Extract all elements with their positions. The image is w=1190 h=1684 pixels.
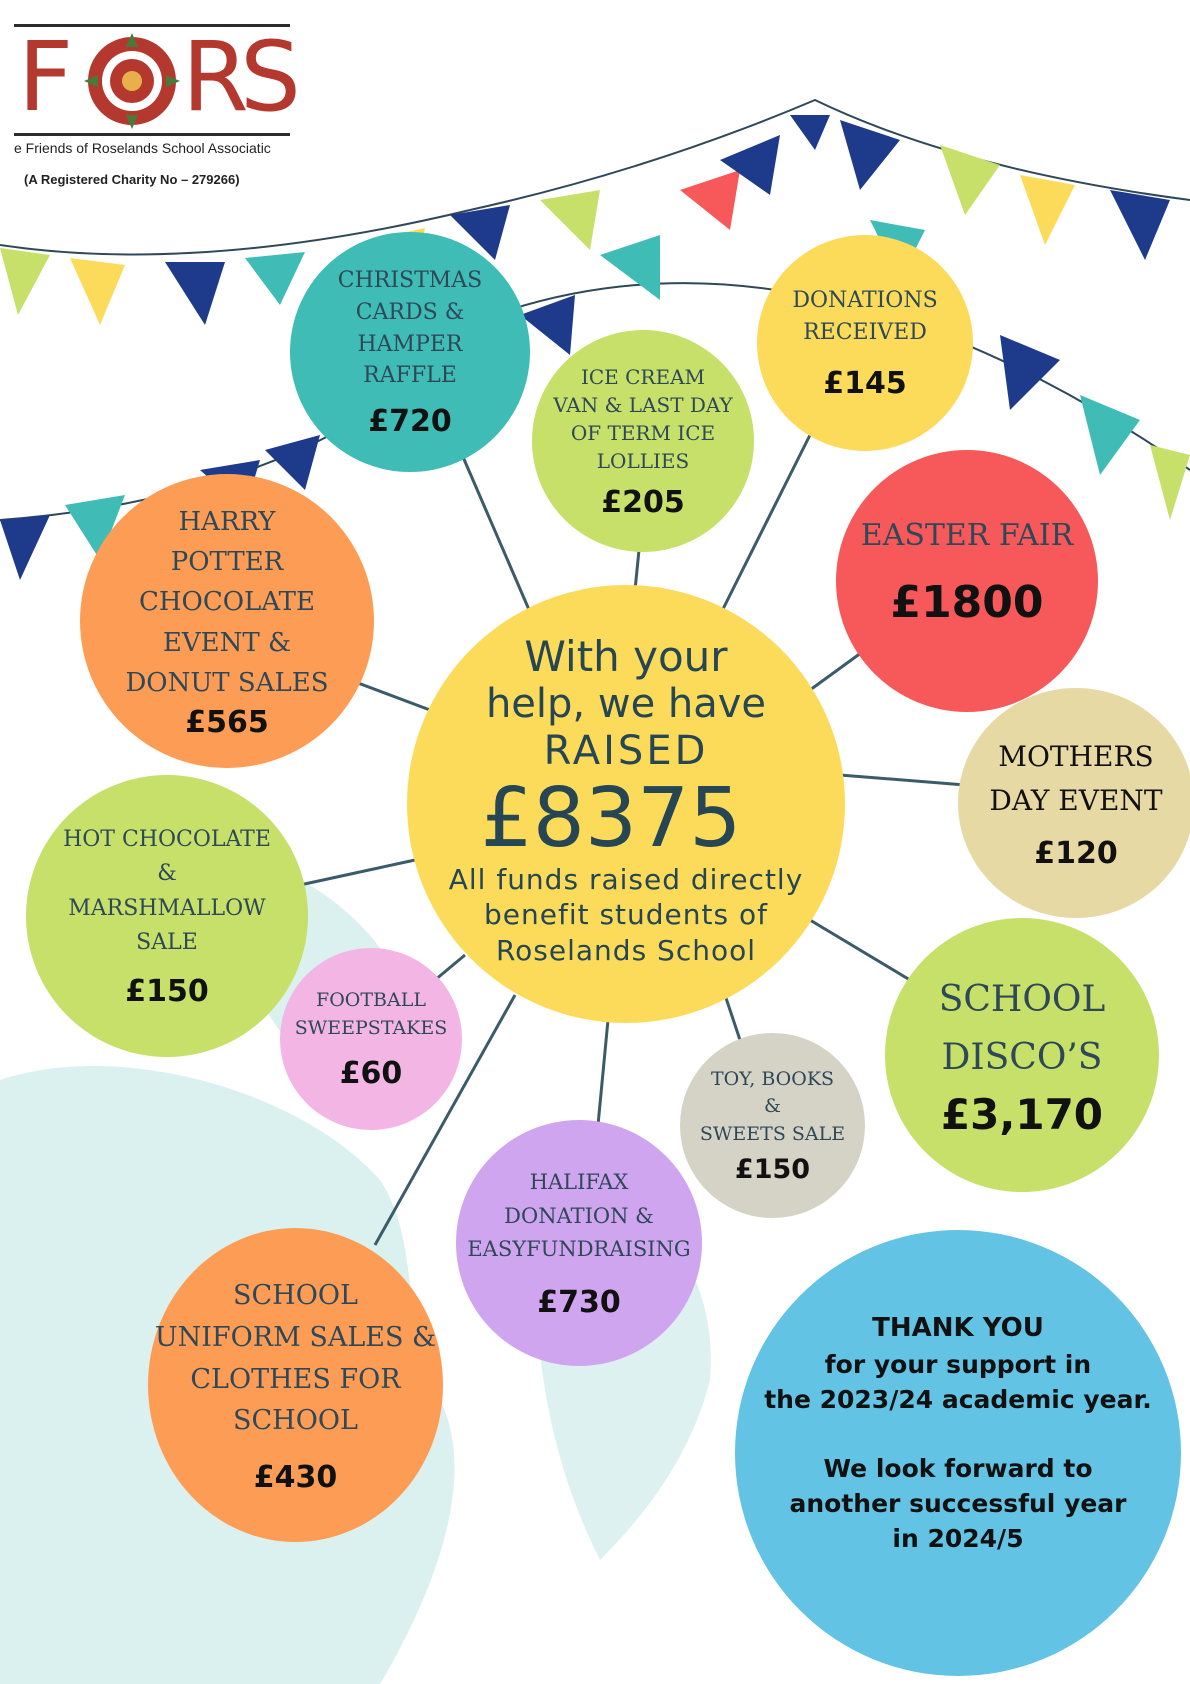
event-label: ICE CREAM VAN & LAST DAY OF TERM ICE LOLLIES: [553, 364, 733, 473]
org-name: e Friends of Roselands School Associatic: [14, 140, 271, 156]
event-amount: £60: [339, 1056, 403, 1092]
event-harry-potter: [80, 474, 374, 768]
logo-wordmark: [14, 21, 301, 136]
event-mothers-day: [958, 688, 1190, 918]
event-toys-books-sweets: [680, 1033, 865, 1218]
event-amount: £145: [823, 366, 907, 402]
event-donations: [757, 235, 973, 451]
event-amount: £205: [601, 484, 685, 520]
event-label: CHRISTMAS CARDS & HAMPER RAFFLE: [337, 267, 483, 389]
center-note-3: Roselands School: [495, 933, 757, 967]
event-label: FOOTBALL SWEEPSTAKES: [294, 988, 448, 1039]
event-label: SCHOOL UNIFORM SALES & CLOTHES FOR SCHOOL: [154, 1279, 437, 1437]
event-school-uniform: [148, 1228, 443, 1542]
event-label: EASTER FAIR: [860, 517, 1074, 553]
total-amount: £8375: [480, 770, 742, 866]
thank-you-circle: [735, 1230, 1181, 1676]
event-hot-chocolate: [26, 775, 308, 1057]
event-amount: £3,170: [940, 1090, 1104, 1140]
charity-number: (A Registered Charity No – 279266): [24, 172, 240, 187]
event-amount: £120: [1034, 835, 1118, 871]
event-christmas-cards: [290, 232, 530, 472]
thanks-line-4: We look forward to: [823, 1453, 1093, 1483]
event-label: HOT CHOCOLATE & MARSHMALLOW SALE: [63, 827, 271, 955]
event-label: MOTHERS DAY EVENT: [989, 740, 1163, 817]
event-label: DONATIONS RECEIVED: [792, 287, 938, 345]
event-label: SCHOOL DISCO’S: [938, 978, 1106, 1078]
thanks-line-3: the 2023/24 academic year.: [764, 1384, 1152, 1414]
total-raised-circle: [407, 585, 845, 1023]
thanks-heading: THANK YOU: [872, 1313, 1044, 1344]
center-note-2: benefit students of: [483, 898, 768, 932]
event-label: HARRY POTTER CHOCOLATE EVENT & DONUT SALES: [125, 506, 329, 698]
org-logo: [14, 21, 301, 187]
rose-emblem-icon: [84, 33, 180, 129]
center-line-1: With your: [524, 631, 728, 681]
event-amount: £150: [125, 973, 209, 1009]
raised-label: RAISED: [543, 728, 709, 775]
event-amount: £1800: [890, 577, 1044, 629]
event-ice-cream: [532, 330, 754, 552]
logo-letter-f: F: [18, 21, 74, 133]
logo-letter-r: R: [182, 21, 249, 133]
thanks-line-5: another successful year: [789, 1488, 1127, 1518]
event-school-discos: [885, 918, 1159, 1192]
event-amount: £720: [368, 404, 452, 440]
thanks-line-2: for your support in: [824, 1349, 1092, 1379]
event-halifax-donation: [456, 1120, 702, 1366]
center-line-2: help, we have: [485, 681, 767, 728]
thanks-line-6: in 2024/5: [892, 1523, 1024, 1553]
event-amount: £565: [185, 705, 269, 741]
event-amount: £430: [253, 1460, 338, 1496]
logo-letter-s: S: [240, 21, 301, 133]
event-label: TOY, BOOKS & SWEETS SALE: [699, 1067, 846, 1145]
bunting-string-right: [470, 100, 1190, 210]
center-note-1: All funds raised directly: [448, 862, 804, 896]
event-amount: £150: [734, 1154, 811, 1186]
event-football-sweepstakes: [280, 948, 462, 1130]
event-label: HALIFAX DONATION & EASYFUNDRAISING: [467, 1170, 691, 1262]
event-easter-fair: [836, 450, 1098, 712]
event-amount: £730: [537, 1284, 621, 1320]
